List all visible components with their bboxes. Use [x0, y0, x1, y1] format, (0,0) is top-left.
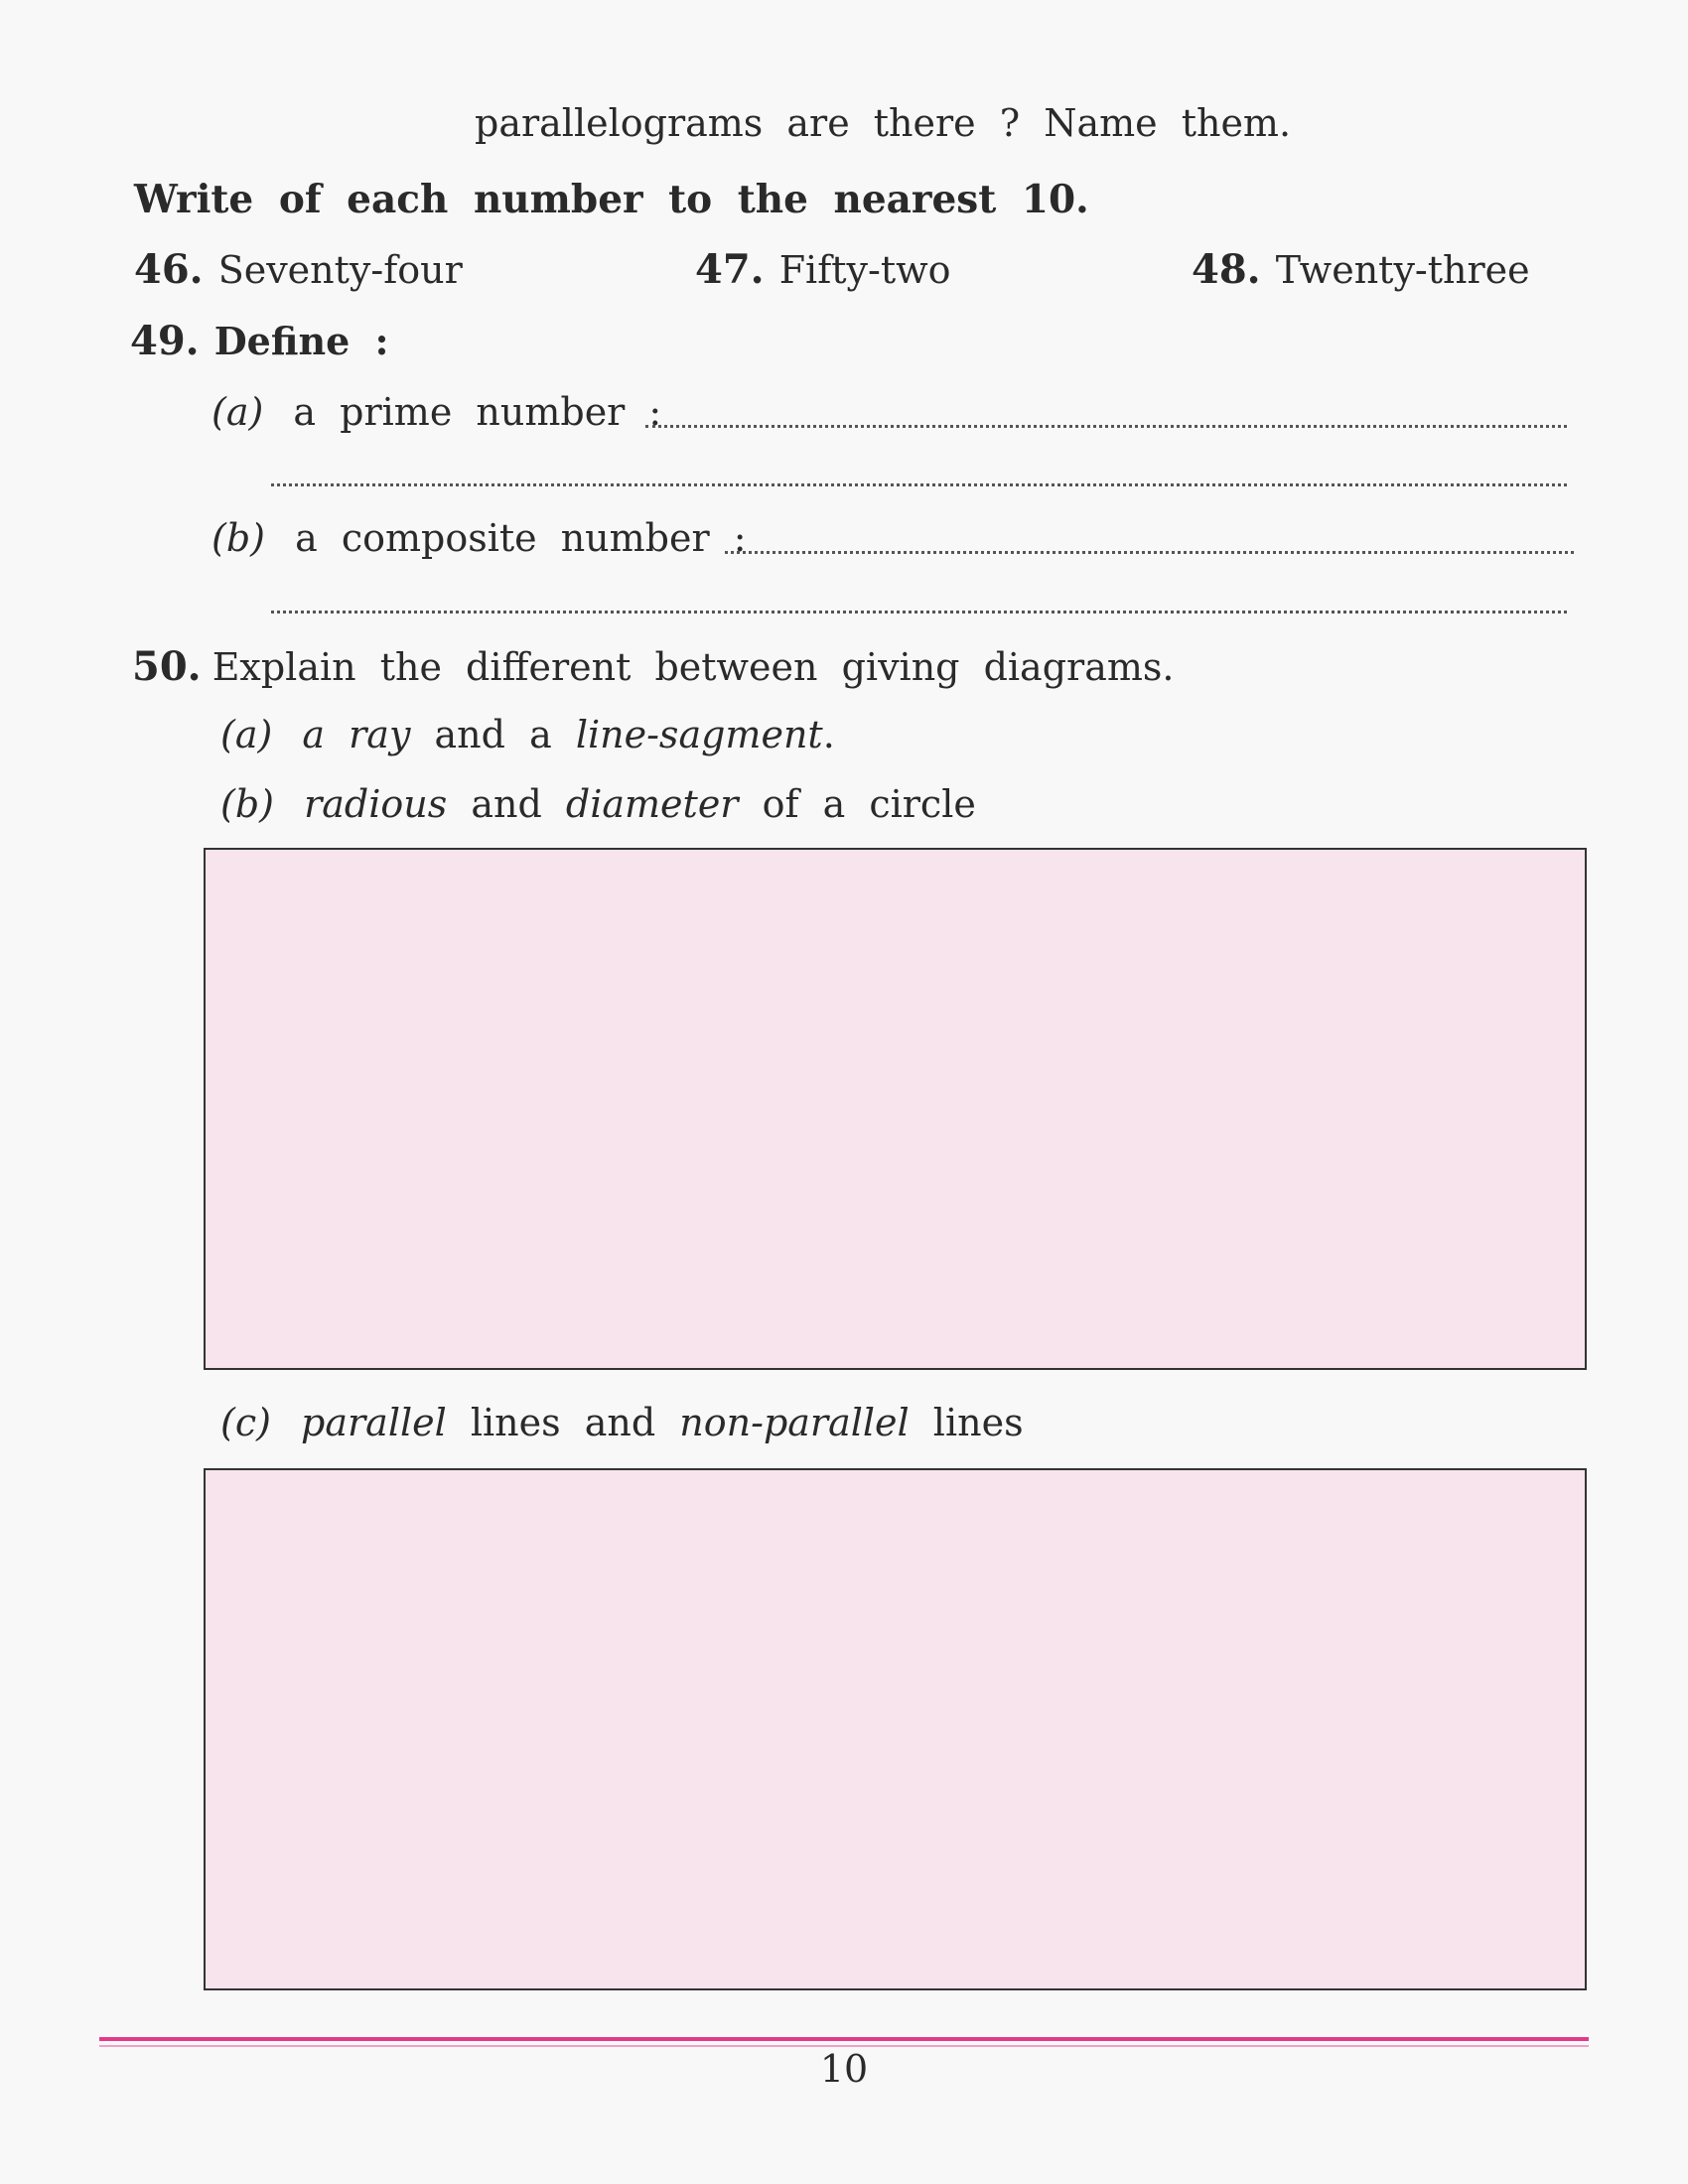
part-label: (b)	[211, 516, 265, 560]
continuation-text: parallelograms are there ? Name them.	[475, 101, 1292, 145]
question-text: Fifty-two	[778, 248, 951, 292]
part-label: (a)	[211, 390, 264, 434]
q49-part-a	[211, 390, 661, 434]
part-label: (a)	[220, 713, 273, 756]
part-label: (c)	[220, 1401, 271, 1444]
question-number: 47.	[695, 246, 765, 293]
question-title: Explain the different between giving diagrams.	[211, 645, 1175, 689]
part-text: a composite number :	[295, 516, 747, 560]
term-diameter: diameter	[565, 782, 739, 826]
question-text: Twenty-three	[1275, 248, 1530, 292]
question-50	[132, 643, 1174, 690]
answer-box-c[interactable]	[204, 1468, 1587, 1990]
part-label: (b)	[220, 782, 274, 826]
question-48	[1192, 246, 1530, 293]
answer-line-a2[interactable]	[271, 483, 1567, 486]
term-radius: radious	[304, 782, 448, 826]
connector-text: lines and	[470, 1401, 656, 1444]
footer-rule	[99, 2037, 1589, 2041]
connector-text: and a	[434, 713, 552, 756]
q50-part-b	[220, 782, 976, 826]
answer-line-a1[interactable]	[645, 425, 1567, 428]
answer-line-b2[interactable]	[271, 611, 1567, 614]
question-46	[134, 246, 463, 293]
question-text: Seventy-four	[217, 248, 463, 292]
answer-box-b[interactable]	[204, 848, 1587, 1370]
punctuation: .	[822, 713, 835, 756]
q50-part-c	[220, 1401, 1024, 1444]
q50-part-a	[220, 713, 835, 756]
term-non-parallel: non-parallel	[679, 1401, 910, 1444]
question-number: 50.	[132, 643, 202, 690]
question-title: Define :	[213, 319, 389, 363]
term-ray: a ray	[302, 713, 411, 756]
question-number: 46.	[134, 246, 204, 293]
rounding-heading: Write of each number to the nearest 10.	[134, 177, 1089, 222]
answer-line-b1[interactable]	[725, 551, 1574, 554]
trailing-text: lines	[932, 1401, 1024, 1444]
page-number: 10	[819, 2047, 869, 2091]
term-parallel: parallel	[301, 1401, 447, 1444]
q49-part-b	[211, 516, 747, 560]
question-number: 48.	[1192, 246, 1261, 293]
question-47	[695, 246, 951, 293]
part-text: a prime number :	[293, 390, 662, 434]
question-49	[130, 318, 389, 364]
connector-text: and	[471, 782, 542, 826]
term-line-segment: line-sagment	[575, 713, 823, 756]
question-number: 49.	[130, 318, 200, 364]
trailing-text: of a circle	[762, 782, 976, 826]
